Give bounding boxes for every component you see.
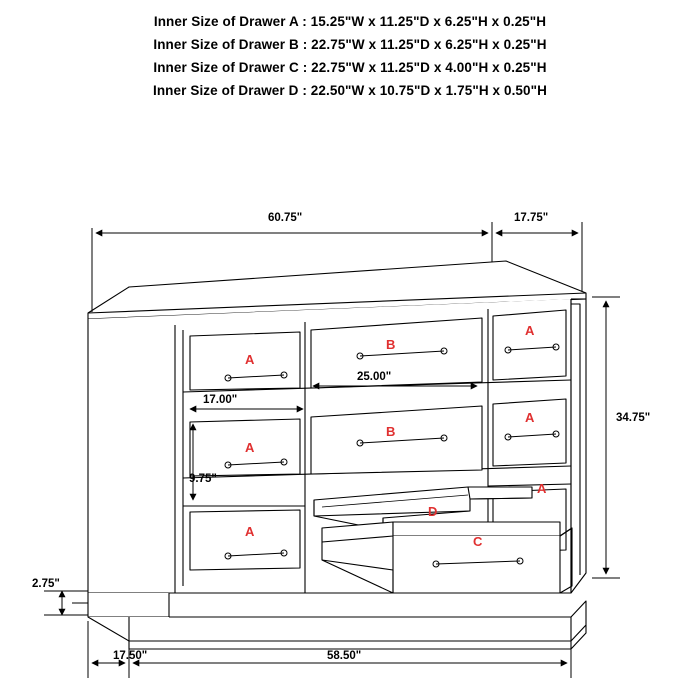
label-drawer-b-top-center: B [386, 337, 396, 352]
dim-top-depth: 17.75" [514, 212, 549, 224]
label-tray-d: D [428, 504, 438, 519]
dim-top-width: 60.75" [268, 212, 303, 224]
dim-right-height: 34.75" [616, 412, 651, 424]
label-drawer-a-mid-left: A [245, 440, 255, 455]
spec-line-drawer-b: Inner Size of Drawer B : 22.75"W x 11.25"D x 6.25"H x 0.25"H [153, 37, 547, 52]
label-drawer-a-top-right: A [525, 323, 535, 338]
label-drawer-c: C [473, 534, 483, 549]
dim-drawer-height: 9.75" [189, 473, 217, 485]
dim-base-height: 2.75" [32, 578, 60, 590]
label-drawer-a-top-left: A [245, 352, 255, 367]
dim-drawer-b-width: 25.00" [357, 371, 392, 383]
dim-base-width: 58.50" [327, 650, 362, 662]
dim-base-depth: 17.50" [113, 650, 148, 662]
label-drawer-a-bottom-left: A [245, 524, 255, 539]
dim-drawer-a-width: 17.00" [203, 394, 238, 406]
label-drawer-a-mid-right: A [525, 410, 535, 425]
label-drawer-b-mid-center: B [386, 424, 396, 439]
spec-line-drawer-d: Inner Size of Drawer D : 22.50"W x 10.75"D x 1.75"H x 0.50"H [152, 83, 548, 98]
spec-line-drawer-c: Inner Size of Drawer C : 22.75"W x 11.25"D x 4.00"H x 0.25"H [153, 60, 547, 75]
cabinet-outline [88, 261, 586, 649]
label-drawer-a-bottom-right: A [537, 481, 547, 496]
spec-line-drawer-a: Inner Size of Drawer A : 15.25"W x 11.25"D x 6.25"H x 0.25"H [153, 14, 547, 29]
